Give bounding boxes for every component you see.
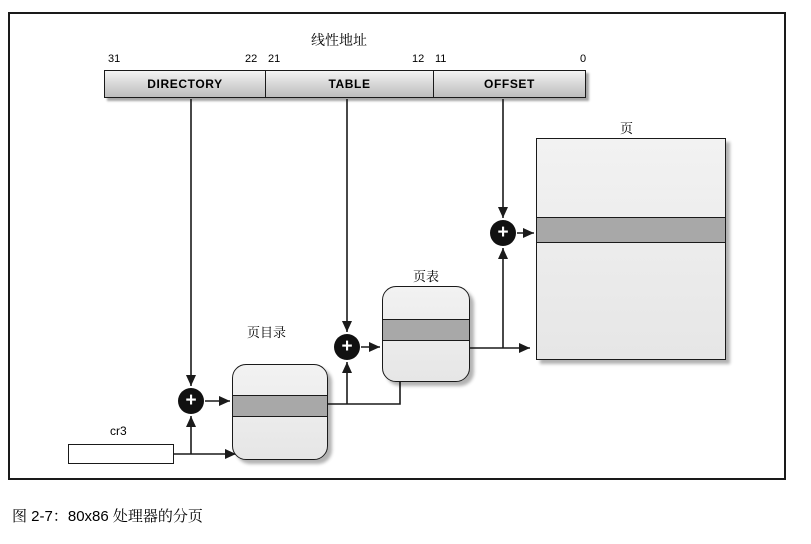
cr3-label: cr3 bbox=[110, 424, 127, 438]
table-adder-icon: + bbox=[334, 334, 360, 360]
linear-address-title: 线性地址 bbox=[311, 32, 367, 48]
bit-label-21: 21 bbox=[268, 53, 281, 65]
page-box bbox=[536, 138, 726, 360]
bit-label-11: 11 bbox=[435, 53, 447, 65]
figure-caption: 图 2-7：80x86 处理器的分页 bbox=[12, 508, 203, 525]
page-directory-box bbox=[232, 364, 328, 460]
page-entry bbox=[537, 217, 725, 243]
page-table-entry bbox=[383, 319, 469, 341]
bit-label-31: 31 bbox=[108, 53, 121, 65]
page-directory-label: 页目录 bbox=[247, 325, 287, 340]
cr3-register-box bbox=[68, 444, 174, 464]
page-label: 页 bbox=[620, 121, 634, 136]
linear-address-bar bbox=[104, 70, 586, 98]
address-field-offset: OFFSET bbox=[433, 71, 585, 97]
address-field-table: TABLE bbox=[265, 71, 433, 97]
page-table-label: 页表 bbox=[413, 269, 440, 284]
bit-label-22: 22 bbox=[245, 53, 258, 65]
page-directory-entry bbox=[233, 395, 327, 417]
directory-adder-icon: + bbox=[178, 388, 204, 414]
address-field-directory: DIRECTORY bbox=[105, 71, 265, 97]
bit-label-0: 0 bbox=[580, 53, 587, 65]
bit-label-12: 12 bbox=[412, 53, 425, 65]
offset-adder-icon: + bbox=[490, 220, 516, 246]
page-table-box bbox=[382, 286, 470, 382]
